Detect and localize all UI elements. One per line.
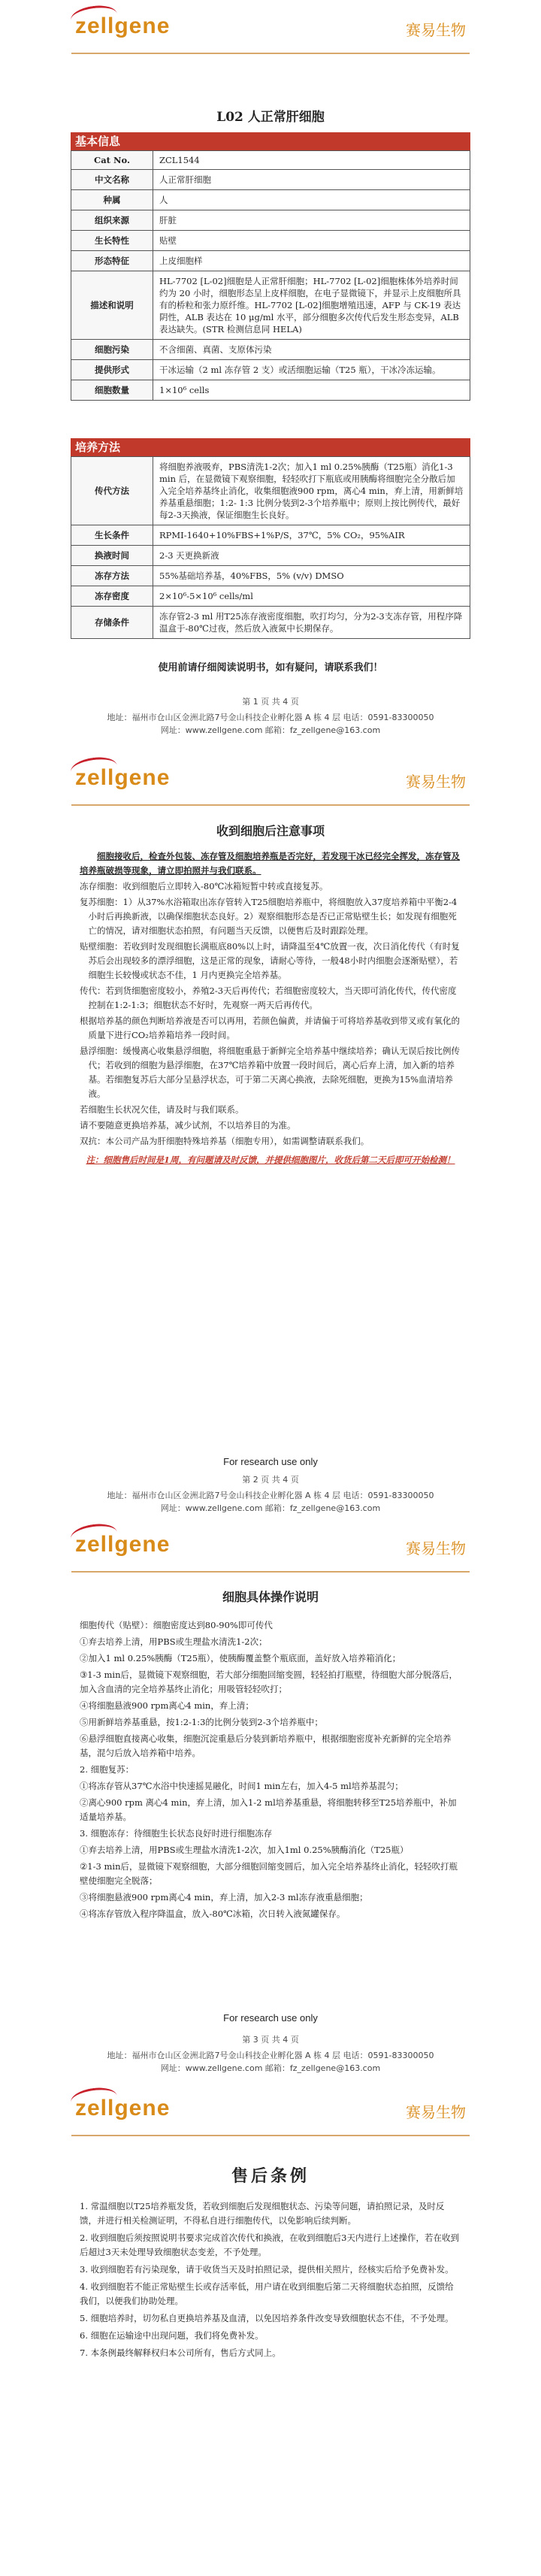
page-2-content [80,849,461,1167]
field-value: 冻存管2-3 ml 用T25冻存液密度细胞，吹打均匀，分为2-3支冻存管，用程序降温盒于-80℃过夜，然后放入液氮中长期保存。 [153,607,470,639]
instruction-line: ②离心900 rpm 离心4 min，弃上清，加入1-2 ml培养基重悬，将细胞转移至T25培养瓶中，补加适量培养基。 [80,1797,457,1822]
field-label: 传代方法 [71,457,153,525]
policy-item: 7. 本条例最终解释权归本公司所有，售后方式同上。 [80,2347,281,2358]
footer-web: 网址：www.zellgene.com 邮箱：fz_zellgene@163.com [160,1503,381,1513]
notice-item: 根据培养基的颜色判断培养液是否可以再用，若颜色偏黄，并请偏于可将培养基收到带叉或有氧化的质量下进行CO₂培养箱培养一段时间。 [80,1016,460,1040]
instruction-line: ③1-3 min后，显微镜下观察细胞，若大部分细胞回缩变圆，轻轻拍打瓶壁，待细胞大部分脱落后，加入含血清的完全培养基终止消化；用吸管轻轻吹打； [80,1669,458,1694]
field-value: ZCL1544 [153,151,470,170]
footer-address: 地址：福州市仓山区金洲北路7号金山科技企业孵化器 A 栋 4 层 电话：0591-83300050 [107,2051,434,2060]
instruction-line: ②加入1 ml 0.25%胰酶（T25瓶），使胰酶覆盖整个瓶底面，盖好放入培养箱消化； [80,1653,401,1663]
research-use-only: For research use only [223,1456,318,1467]
field-label: 冻存密度 [71,586,153,607]
page-1-footer [0,695,541,737]
header-divider [71,804,470,806]
basic-info-block [71,132,470,401]
field-value: RPMI-1640+10%FBS+1%P/S，37℃，5% CO₂，95%AIR [153,525,470,546]
instruction-line: ①将冻存管从37℃水浴中快速摇晃融化，时间1 min左右，加入4-5 ml培养基混匀； [80,1781,403,1791]
notice-item: 悬浮细胞：缓慢离心收集悬浮细胞，将细胞重悬于新鲜完全培养基中继续培养；确认无误后按比例传代；若收到的细胞为悬浮细胞，在37℃培养箱中放置一段时间后，离心后弃上清，加入新的培养基。若细胞复苏后大部分呈悬浮状态，可于第二天离心换液，去除死细胞，更换为15%血清培养液。 [80,1046,460,1099]
footer-web: 网址：www.zellgene.com 邮箱：fz_zellgene@163.com [160,2063,381,2073]
culture-method-block [71,438,470,639]
table-row [71,457,470,525]
table-row [71,586,470,607]
logo-text: zellgene [75,1532,171,1557]
table-row [71,170,470,190]
field-label: 存储条件 [71,607,153,639]
policy-item: 1. 常温细胞以T25培养瓶发货，若收到细胞后发现细胞状态、污染等问题，请拍照记录，及时反馈，并进行相关检测证明，不得私自进行细胞传代，以免影响后续判断。 [80,2201,445,2226]
notice-item: 贴壁细胞：若收到时发现细胞长满瓶底80%以上时，请降温至4℃放置一夜，次日消化传代（有时复苏后会出现较多的漂浮细胞，这是正常的现象，请耐心等待，一般48小时内细胞会逐渐贴壁），若细胞生长较慢或状态不佳，1 月内更换完全培养基。 [80,941,460,980]
document-title: L02 人正常肝细胞 [216,110,325,125]
policy-item: 2. 收到细胞后须按照说明书要求完成首次传代和换液，在收到细胞后3天内进行上述操作，若在收到后超过3天未处理导致细胞状态变差，不予处理。 [80,2232,459,2257]
culture-method-header: 培养方法 [71,438,470,456]
field-label: 冻存方法 [71,566,153,586]
brand-name: 赛易生物 [406,773,466,791]
basic-info-table [71,150,470,401]
table-row [71,251,470,271]
field-label: 细胞数量 [71,380,153,401]
notice-item: 若细胞生长状况欠佳，请及时与我们联系。 [80,1104,244,1115]
table-row [71,151,470,170]
policy-item: 5. 细胞培养时，切勿私自更换培养基及血清，以免因培养条件改变导致细胞状态不佳，不予处理。 [80,2313,454,2323]
footer-address: 地址：福州市仓山区金洲北路7号金山科技企业孵化器 A 栋 4 层 电话：0591-83300050 [107,713,434,722]
table-row [71,190,470,210]
policy-item: 6. 细胞在运输途中出现问题，我们将免费补发。 [80,2330,264,2341]
field-value: 不含细菌、真菌、支原体污染 [153,340,470,360]
page-2-title: 收到细胞后注意事项 [216,824,325,838]
field-value: 人 [153,190,470,210]
header-page-4 [0,2082,541,2142]
header [0,0,541,60]
header-page-3 [0,1518,541,1579]
page-number: 第 3 页 共 4 页 [242,2035,299,2045]
table-row [71,525,470,546]
field-label: 形态特征 [71,251,153,271]
field-value: 干冰运输（2 ml 冻存管 2 支）或活细胞运输（T25 瓶），干冰冷冻运输。 [153,360,470,380]
brand-name: 赛易生物 [406,21,466,39]
field-label: 提供形式 [71,360,153,380]
header-page-2 [0,752,541,812]
page-number: 第 1 页 共 4 页 [242,697,299,707]
field-label: 换液时间 [71,546,153,566]
page-3-footer [0,2033,541,2075]
page-1 [0,0,541,674]
page-2-footer [0,1473,541,1515]
notice-item: 复苏细胞：1）从37%水浴箱取出冻存管转入T25细胞培养瓶中，将细胞放入37度培养箱中平衡2-4小时后再换新液，以确保细胞状态良好。2）观察细胞形态是否已正常贴壁生长；如发现有细胞死亡的情况，请对细胞状态拍照，有问题当天反馈，以便售后及时跟踪处理。 [80,897,458,936]
table-row [71,340,470,360]
table-row [71,566,470,586]
instruction-line: 3. 细胞冻存：待细胞生长状态良好时进行细胞冻存 [80,1828,273,1839]
field-value: 将细胞养液吸弃，PBS清洗1-2次；加入1 ml 0.25%胰酶（T25瓶）消化1-3 min 后，在显微镜下观察细胞，轻轻吹打下瓶底或用胰酶将细胞完全分散后加入完全培养基终止消化，收集细胞液900 rpm，离心4 min，弃上清，用新鲜培养基重悬细胞；1:2- 1:3 比例分装到2-3个培养瓶中；原则上按比例传代，最好每2-3天换液，保证细胞生长良好。 [153,457,470,525]
page-number: 第 2 页 共 4 页 [242,1475,299,1485]
instruction-line: ⑤用新鲜培养基重悬，按1:2-1:3的比例分装到2-3个培养瓶中； [80,1717,323,1727]
field-label: 生长特性 [71,231,153,251]
instruction-line: 细胞传代（贴壁）：细胞密度达到80-90%即可传代 [80,1620,273,1630]
notice-item: 传代：若到货细胞密度较小，养殖2-3天后再传代；若细胞密度较大，当天即可消化传代，传代密度控制在1:2-1:3；细胞状态不好时，先观察一两天后再传代。 [80,985,457,1010]
field-label: 中文名称 [71,170,153,190]
header-divider [71,53,470,54]
field-value: 55%基础培养基，40%FBS，5% (v/v) DMSO [153,566,470,586]
warning-text: 使用前请仔细阅读说明书，如有疑问，请联系我们！ [158,662,383,674]
company-logo [75,765,170,791]
header-divider [71,2135,470,2136]
instruction-line: ②1-3 min后，显微镜下观察细胞，大部分细胞回缩变圆后，加入完全培养基终止消化，轻轻吹打瓶壁使细胞完全脱落； [80,1861,458,1886]
instruction-line: ①弃去培养上清，用PBS或生理盐水清洗1-2次； [80,1636,267,1647]
field-label: Cat No. [71,151,153,170]
footer-address: 地址：福州市仓山区金洲北路7号金山科技企业孵化器 A 栋 4 层 电话：0591-83300050 [107,1491,434,1500]
notice-item: 双抗：本公司产品为肝细胞特殊培养基（细胞专用），如需调整请联系我们。 [80,1136,370,1146]
field-value: 1×10⁶ cells [153,380,470,401]
instruction-line: ①弃去培养上清，用PBS或生理盐水清洗1-2次，加入1ml 0.25%胰酶消化（T25瓶） [80,1845,409,1855]
instruction-line: ④将冻存管放入程序降温盒，放入-80℃冰箱，次日转入液氮罐保存。 [80,1909,346,1919]
table-row [71,607,470,639]
after-sale-note: 注：细胞售后时间是1周，有问题请及时反馈，并提供细胞图片，收货后第二天后即可开始检测！ [86,1155,455,1165]
notice-list [80,879,461,1149]
company-logo [75,2096,170,2121]
field-value: 人正常肝细胞 [153,170,470,190]
logo-text: zellgene [75,14,171,38]
company-logo [75,14,170,39]
field-value: 贴壁 [153,231,470,251]
footer-web: 网址：www.zellgene.com 邮箱：fz_zellgene@163.com [160,725,381,735]
receive-notice: 细胞接收后，检查外包装、冻存管及细胞培养瓶是否完好，若发现干冰已经完全挥发，冻存管及培养瓶破损等现象，请立即拍照并与我们联系。 [80,851,460,876]
brand-name: 赛易生物 [406,2103,466,2121]
notice-item: 冻存细胞：收到细胞后立即转入-80℃冰箱短暂中转或直接复苏。 [80,881,328,891]
policy-item: 4. 收到细胞若不能正常贴壁生长或存活率低，用户请在收到细胞后第二天将细胞状态拍照，反馈给我们，以便我们协助处理。 [80,2281,454,2306]
instruction-line: ③将细胞悬液900 rpm离心4 min，弃上清，加入2-3 ml冻存液重悬细胞； [80,1892,368,1902]
page-3-title: 细胞具体操作说明 [222,1590,319,1604]
company-logo [75,1532,170,1557]
field-label: 组织来源 [71,210,153,231]
culture-method-table [71,456,470,639]
table-row [71,231,470,251]
policy-item: 3. 收到细胞若有污染现象，请于收货当天及时拍照记录，提供相关照片，经核实后给予免费补发。 [80,2264,454,2275]
instruction-line: 2. 细胞复苏： [80,1764,134,1775]
field-value: 2-3 天更换新液 [153,546,470,566]
instruction-line: ④将细胞悬液900 rpm离心4 min，弃上清； [80,1700,254,1711]
table-row [71,271,470,340]
research-use-only: For research use only [223,2012,318,2024]
brand-name: 赛易生物 [406,1539,466,1557]
field-label: 描述和说明 [71,271,153,340]
table-row [71,360,470,380]
header-divider [71,1571,470,1573]
field-value: HL-7702 [L-02]细胞是人正常肝细胞；HL-7702 [L-02]细胞株体外培养时间约为 20 小时，细胞形态呈上皮样细胞，在电子显微镜下，并显示上皮细胞所具有的桥粒和张力原纤维。HL-7702 [L-02]细胞增殖迅速，AFP 与 CK-19 表达阴性，ALB 表达在 10 μg/ml 水平，部分细胞多次传代后发生形态变异，ALB 表达缺失。(STR 检测信息同 HELA) [153,271,470,340]
page-4-title: 售后条例 [231,2166,310,2186]
field-value: 上皮细胞样 [153,251,470,271]
basic-info-header: 基本信息 [71,132,470,150]
field-value: 2×10⁶-5×10⁶ cells/ml [153,586,470,607]
logo-text: zellgene [75,2096,171,2120]
table-row [71,546,470,566]
field-value: 肝脏 [153,210,470,231]
table-row [71,380,470,401]
page-4-content [80,2196,461,2363]
field-label: 生长条件 [71,525,153,546]
table-row [71,210,470,231]
field-label: 细胞污染 [71,340,153,360]
logo-text: zellgene [75,765,171,790]
instruction-line: ⑥悬浮细胞直接离心收集，细胞沉淀重悬后分装到新培养瓶中，根据细胞密度补充新鲜的完全培养基，混匀后放入培养箱中培养。 [80,1733,452,1758]
notice-item: 请不要随意更换培养基，减少试剂，不以培养目的为准。 [80,1120,296,1131]
field-label: 种属 [71,190,153,210]
page-3-content [80,1616,461,1924]
